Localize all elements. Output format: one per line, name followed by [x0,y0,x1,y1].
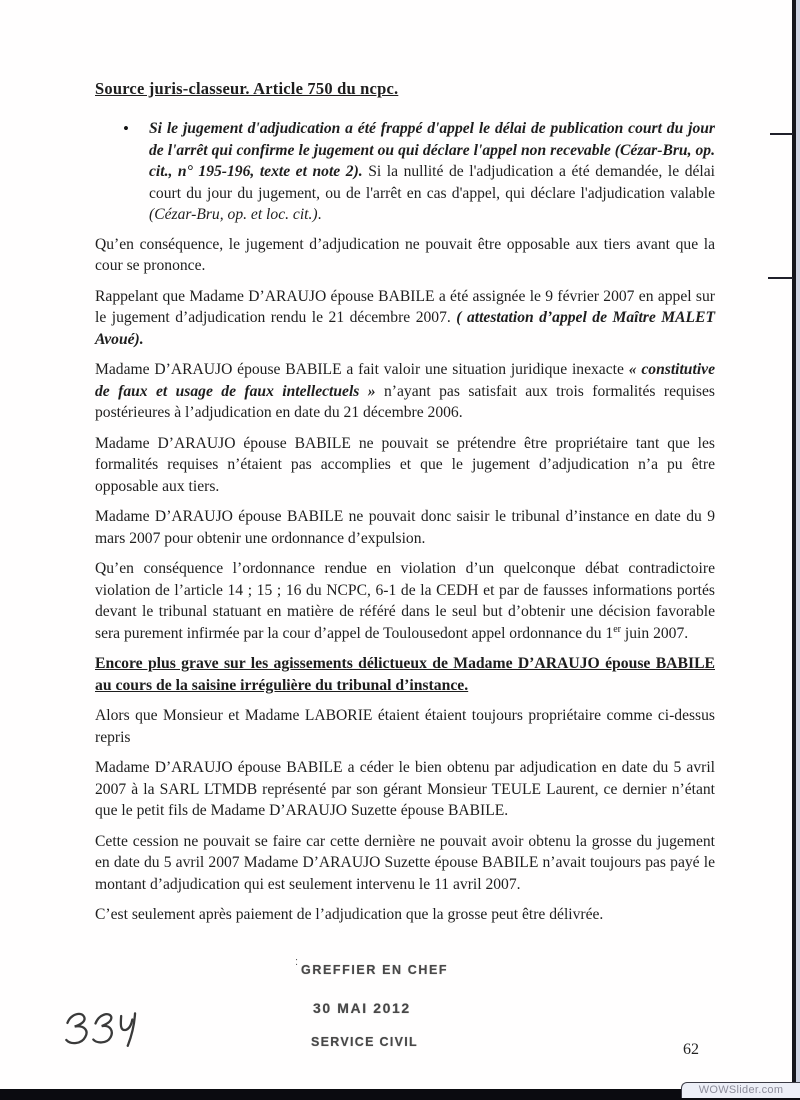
document-blocks [95,118,715,926]
text-run: juin 2007. [621,624,689,642]
paragraph [95,234,715,277]
text-run: Madame D’ARAUJO épouse BABILE a fait valoir une situation juridique inexacte [95,361,629,378]
text-run: « constitutive de faux et usage de faux intellectuels » [95,361,715,400]
text-run: Madame D’ARAUJO épouse BABILE ne pouvait se prétendre être propriétaire tant que les formalités requises n’étaient pas accomplies et que le jugement d’adjudication n’a pu être opposable aux tiers. [95,434,715,495]
text-run: Si la nullité de l'adjudication a été demandée, le délai court du jour du jugement, ou de l'arrêt en cas d'appel, qui déclare l'adjudication valable [149,163,716,202]
page-number: 62 [683,1041,699,1058]
paragraph [95,705,715,748]
text-run: Qu’en conséquence l’ordonnance rendue en violation d’un quelconque débat contradictoire violation de l’article 14 ; 15 ; 16 du NCPC, 6-1 de la CEDH et par de fausses informations portés devant le tribunal statuant en matière de référé dans le seul but d’obtenir une décision favorable sera purement infirmée par la cour d’appel de Toulousedont appel ordonnance du 1 [95,560,715,642]
paragraph [95,286,715,351]
text-run: Cette cession ne pouvait se faire car cette dernière ne pouvait avoir obtenu la grosse du jugement en date du 5 avril 2007 Madame D’ARAUJO Suzette épouse BABILE n’avait toujours pas payé le montant d’adjudication qui est seulement intervenu le 11 avril 2007. [95,832,715,893]
paragraph [95,831,715,896]
text-run: C’est seulement après paiement de l’adjudication que la grosse peut être délivrée. [95,906,604,923]
section-heading [95,653,715,696]
bullet-item [95,118,715,226]
handwriting-334-icon [61,1006,147,1054]
text-run: Alors que Monsieur et Madame LABORIE étaient étaient toujours propriétaire comme ci-dessus repris [95,707,715,746]
stamp-greffier-en-chef: GREFFIER EN CHEF [301,963,449,977]
stamp-date: 30 MAI 2012 [313,1000,411,1016]
scan-edge-tick [768,277,793,279]
paragraph [95,433,715,498]
paragraph [95,558,715,644]
bullet-icon: • [123,119,129,138]
text-run: . [317,206,322,223]
document-content [95,78,715,935]
document-heading: Source juris-classeur. Article 750 du ncpc. [95,79,399,98]
handwritten-note [61,1006,147,1059]
text-run: Madame D’ARAUJO épouse BABILE a céder le bien obtenu par adjudication en date du 5 avril 2007 à la SARL LTMDB représenté par son gérant Monsieur TEULE Laurent, ce dernier n’étant que le petit fils de Madame D’ARAUJO Suzette épouse BABILE. [95,759,715,819]
paragraph [95,757,715,822]
wowslider-watermark[interactable]: WOWSlider.com [681,1082,800,1098]
text-run: ( attestation d’appel de Maître MALET Avoué). [95,309,716,348]
text-run: Qu’en conséquence, le jugement d’adjudication ne pouvait être opposable aux tiers avant que la cour se prononce. [95,235,715,274]
stamp-service-civil: SERVICE CIVIL [311,1035,418,1049]
bottom-black-bar [0,1089,800,1100]
text-run: Encore plus grave sur les agissements délictueux de Madame D’ARAUJO épouse BABILE au cours de la saisine irrégulière du tribunal d’instance. [95,655,715,694]
paragraph [95,506,715,549]
stamp-ink-artifact: : [295,956,299,968]
scan-edge-sliver [796,0,800,1084]
paragraph [95,359,715,424]
text-run: (Cézar-Bru, op. et loc. cit.) [149,206,318,223]
bullet-text [149,118,715,226]
scan-edge-tick [770,133,793,135]
text-run: er [613,623,622,635]
text-run: Rappelant que Madame D’ARAUJO épouse BABILE a été assignée le 9 février 2007 en appel sur le jugement d’adjudication rendu le 21 décembre 2007. [95,287,715,326]
text-run: Si le jugement d'adjudication a été frappé d'appel le délai de publication court du jour de l'arrêt qui confirme le jugement ou qui déclare l'appel non recevable (Cézar-Bru, op. cit., n° 195-196, texte et note 2). [149,120,715,180]
paragraph [95,904,715,926]
text-run: Madame D’ARAUJO épouse BABILE ne pouvait donc saisir le tribunal d’instance en date du 9 mars 2007 pour obtenir une ordonnance d’expulsion. [95,508,715,547]
text-run: n’ayant pas satisfait aux trois formalités requises postérieures à l’adjudication en date du 21 décembre 2006. [95,382,715,421]
